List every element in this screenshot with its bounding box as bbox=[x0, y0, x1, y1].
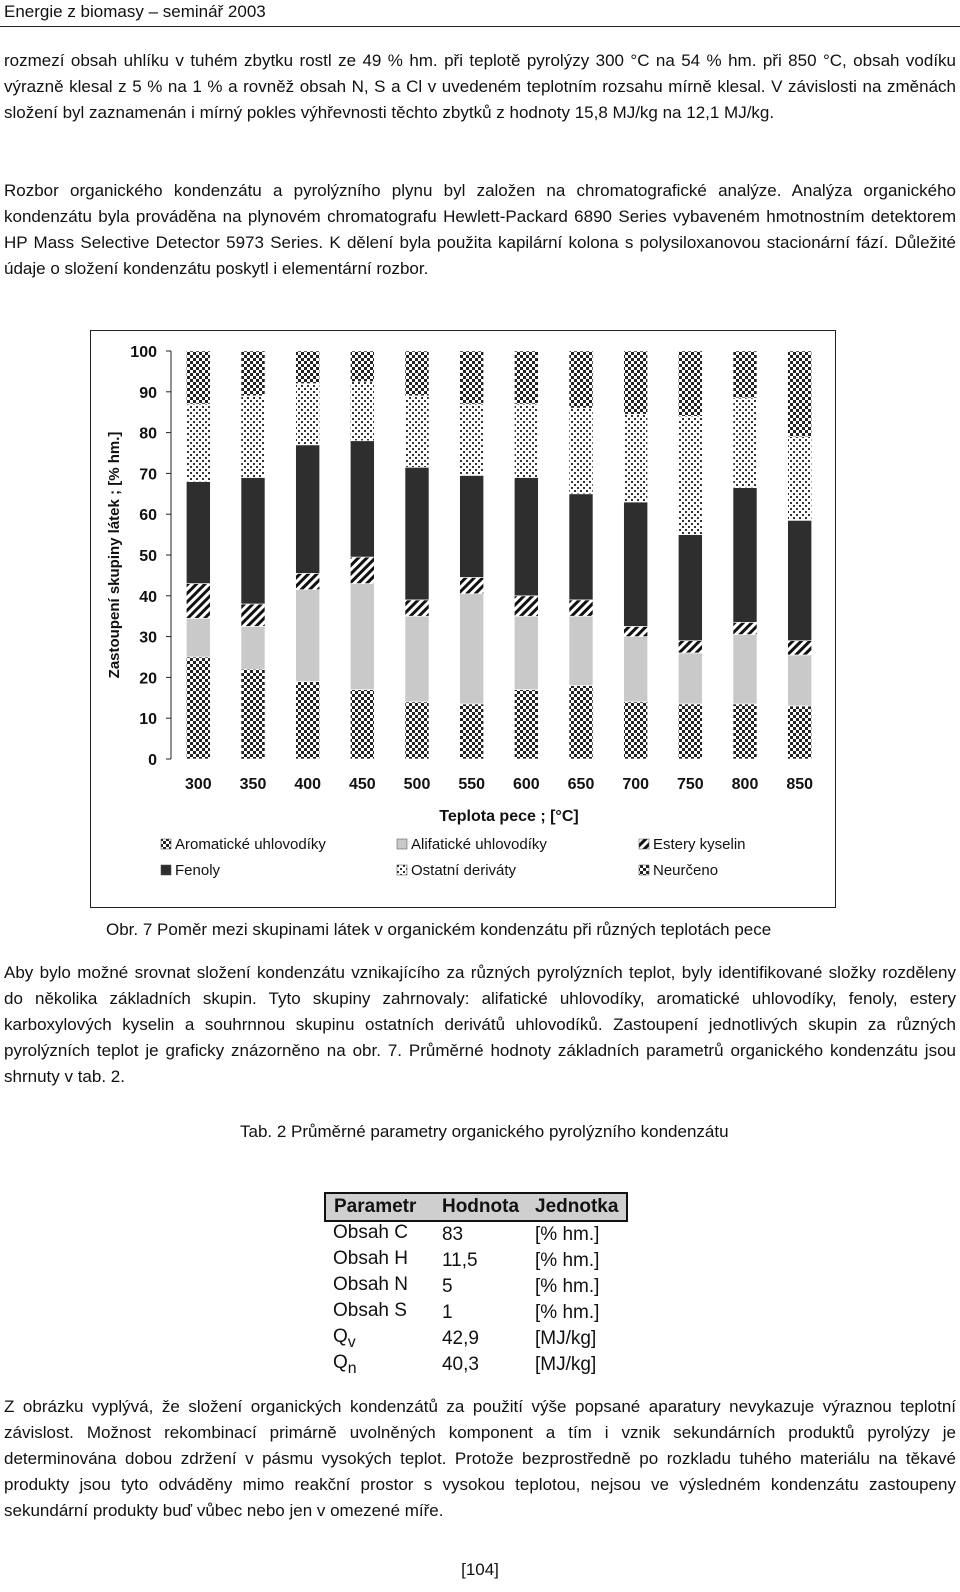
param-unit-cell: [MJ/kg] bbox=[535, 1328, 597, 1349]
bar-segment bbox=[460, 404, 484, 475]
bar-segment bbox=[296, 445, 320, 574]
param-unit-cell: [% hm.] bbox=[535, 1224, 600, 1245]
param-subscript: v bbox=[347, 1333, 356, 1351]
table-row bbox=[325, 1248, 627, 1274]
bar-segment bbox=[788, 437, 812, 521]
param-name: Q bbox=[333, 1352, 348, 1374]
bar-segment bbox=[405, 616, 429, 702]
bar-segment bbox=[678, 351, 702, 416]
bar-segment bbox=[350, 382, 374, 441]
bar-segment bbox=[186, 657, 210, 759]
bar-segment bbox=[678, 653, 702, 704]
table-header-cell: Parametr bbox=[325, 1193, 434, 1221]
bar-segment bbox=[514, 690, 538, 759]
table-header-cell: Hodnota bbox=[434, 1193, 527, 1221]
paragraph-4: Z obrázku vyplývá, že složení organických kondenzátů za použití výše popsané aparatury nevykazuje výraznou teplotní závislost. Možnost rekombinací primárně uvolněných komponent a tím i vznik sekundárních produktů pyrolýzy je determinována dobou zdržení v pásmu vysokých teplot. Protože bezprostředně po rozkladu tuhého materiálu na těkavé produkty jsou tyto odváděny mimo reakční prostor s vysokou teplotou, nejsou ve výsledném kondenzátu zastoupeny sekundární produkty buď vůbec nebo jen v omezené míře. bbox=[4, 1397, 956, 1520]
bar-segment bbox=[514, 616, 538, 689]
bar-segment bbox=[733, 622, 757, 634]
page-number: [104] bbox=[461, 1560, 499, 1579]
table-row bbox=[325, 1300, 627, 1326]
param-name-cell bbox=[325, 1352, 434, 1378]
bar-segment bbox=[405, 351, 429, 396]
x-tick-label: 500 bbox=[403, 776, 431, 793]
param-unit-cell: [% hm.] bbox=[535, 1250, 600, 1271]
bar-segment bbox=[624, 502, 648, 626]
x-tick-label: 450 bbox=[348, 776, 376, 793]
x-tick-label: 350 bbox=[239, 776, 267, 793]
bar-segment bbox=[241, 477, 265, 603]
legend-swatch bbox=[639, 865, 649, 875]
bar-segment bbox=[186, 351, 210, 404]
bar-segment bbox=[678, 704, 702, 759]
param-value-cell: 40,3 bbox=[441, 1354, 479, 1375]
bar-segment bbox=[514, 596, 538, 616]
bar-segment bbox=[788, 520, 812, 640]
bar-segment bbox=[569, 616, 593, 685]
chart-figure bbox=[90, 330, 836, 908]
bar-segment bbox=[350, 441, 374, 557]
x-tick-label: 750 bbox=[676, 776, 704, 793]
bar-segment bbox=[569, 686, 593, 759]
bar-segment bbox=[460, 577, 484, 593]
bar-segment bbox=[733, 398, 757, 488]
param-name-cell bbox=[325, 1248, 434, 1274]
table-row bbox=[325, 1326, 627, 1352]
y-tick-label: 10 bbox=[139, 711, 157, 729]
bar-segment bbox=[678, 641, 702, 653]
parameters-table bbox=[324, 1192, 628, 1378]
bar-segment bbox=[678, 416, 702, 534]
param-value-cell: 1 bbox=[441, 1302, 453, 1323]
bar-segment bbox=[241, 669, 265, 759]
bar-segment bbox=[460, 351, 484, 404]
param-unit-cell: [% hm.] bbox=[535, 1276, 600, 1297]
y-tick-label: 60 bbox=[139, 507, 157, 525]
bar-segment bbox=[733, 351, 757, 398]
param-name-cell bbox=[325, 1221, 434, 1248]
param-value-cell: 42,9 bbox=[441, 1328, 479, 1349]
y-tick-label: 30 bbox=[139, 629, 157, 647]
bar-segment bbox=[186, 584, 210, 619]
param-name: Obsah C bbox=[333, 1222, 408, 1244]
x-tick-label: 700 bbox=[622, 776, 650, 793]
bar-segment bbox=[733, 635, 757, 704]
param-name-cell bbox=[325, 1326, 434, 1352]
bar-segment bbox=[186, 618, 210, 657]
bar-segment bbox=[788, 655, 812, 706]
x-axis-title: Teplota pece ; [°C] bbox=[439, 808, 579, 825]
paragraph-3: Aby bylo možné srovnat složení kondenzátu vznikajícího za různých pyrolýzních teplot, byly identifikované složky rozděleny do několika základních skupin. Tyto skupiny zahrnovaly: alifatické uhlovodíky, aromatické uhlovodíky, fenoly, estery karboxylových kyselin a souhrnnou skupinu ostatních derivátů uhlovodíků. Zastoupení jednotlivých skupin za různých pyrolýzních teplot je graficky znázorněno na obr. 7. Průměrné hodnoty základních parametrů organického kondenzátu jsou shrnuty v tab. 2. bbox=[4, 963, 956, 1086]
paragraph-1: rozmezí obsah uhlíku v tuhém zbytku rostl ze 49 % hm. při teplotě pyrolýzy 300 °C na 54 % hm. při 850 °C, obsah vodíku výrazně klesal z 5 % na 1 % a rovněž obsah N, S a Cl v uvedeném teplotním rozsahu mírně klesal. V závislosti na změnách složení byl zaznamenán i mírný pokles výhřevnosti těchto zbytků z hodnoty 15,8 MJ/kg na 12,1 MJ/kg. bbox=[4, 51, 956, 122]
param-value-cell: 83 bbox=[441, 1224, 464, 1245]
y-tick-label: 100 bbox=[130, 344, 157, 361]
running-header: Energie z biomasy – seminář 2003 bbox=[4, 2, 266, 21]
bar-segment bbox=[569, 600, 593, 616]
x-tick-label: 800 bbox=[731, 776, 759, 793]
bar-segment bbox=[624, 637, 648, 702]
bar-segment bbox=[624, 626, 648, 636]
bar-segment bbox=[678, 535, 702, 641]
bar-segment bbox=[514, 404, 538, 477]
bar-segment bbox=[514, 351, 538, 404]
bar-segment bbox=[296, 681, 320, 759]
bar-segment bbox=[788, 641, 812, 655]
param-value-cell: 5 bbox=[441, 1276, 453, 1297]
param-name: Obsah S bbox=[333, 1300, 407, 1322]
param-unit-cell: [MJ/kg] bbox=[535, 1354, 597, 1375]
bar-segment bbox=[624, 702, 648, 759]
x-tick-label: 550 bbox=[458, 776, 486, 793]
table-row bbox=[325, 1221, 627, 1248]
bar-segment bbox=[405, 702, 429, 759]
param-unit-cell: [% hm.] bbox=[535, 1302, 600, 1323]
bar-segment bbox=[569, 408, 593, 494]
param-name: Obsah H bbox=[333, 1248, 408, 1270]
x-tick-label: 600 bbox=[512, 776, 540, 793]
bar-segment bbox=[186, 482, 210, 584]
table-caption: Tab. 2 Průměrné parametry organického pyrolýzního kondenzátu bbox=[240, 1122, 729, 1141]
bar-segment bbox=[733, 704, 757, 759]
legend-swatch bbox=[161, 839, 171, 849]
param-name-cell bbox=[325, 1274, 434, 1300]
bar-segment bbox=[514, 477, 538, 595]
bar-segment bbox=[405, 467, 429, 600]
bar-segment bbox=[296, 573, 320, 589]
y-tick-label: 90 bbox=[139, 384, 157, 402]
param-value-cell: 11,5 bbox=[441, 1250, 478, 1271]
legend-swatch bbox=[397, 839, 407, 849]
table-row bbox=[325, 1352, 627, 1378]
y-tick-label: 20 bbox=[139, 670, 157, 688]
x-tick-label: 300 bbox=[184, 776, 212, 793]
y-tick-label: 70 bbox=[139, 466, 157, 484]
legend-label: Neurčeno bbox=[653, 862, 719, 879]
legend-label: Alifatické uhlovodíky bbox=[411, 836, 547, 853]
bar-segment bbox=[788, 706, 812, 759]
bar-segment bbox=[241, 351, 265, 396]
legend-swatch bbox=[639, 839, 649, 849]
bar-segment bbox=[241, 626, 265, 669]
table-header-cell: Jednotka bbox=[527, 1193, 627, 1221]
y-tick-label: 0 bbox=[148, 752, 157, 769]
x-tick-label: 400 bbox=[294, 776, 322, 793]
legend-swatch bbox=[161, 865, 171, 875]
stacked-bar-chart bbox=[91, 331, 835, 907]
legend-label: Ostatní deriváty bbox=[411, 862, 517, 879]
bar-segment bbox=[405, 396, 429, 467]
bar-segment bbox=[241, 604, 265, 626]
bar-segment bbox=[350, 557, 374, 584]
bar-segment bbox=[241, 396, 265, 478]
bar-segment bbox=[460, 594, 484, 704]
table-header-row bbox=[325, 1193, 627, 1221]
bar-segment bbox=[569, 351, 593, 408]
legend-label: Fenoly bbox=[175, 862, 221, 879]
param-subscript: n bbox=[347, 1359, 357, 1377]
y-axis-title: Zastoupení skupiny látek ; [% hm.] bbox=[106, 431, 123, 679]
legend-label: Estery kyselin bbox=[653, 836, 746, 853]
bar-segment bbox=[733, 488, 757, 623]
y-tick-label: 80 bbox=[139, 425, 157, 443]
y-tick-label: 50 bbox=[139, 548, 157, 565]
table-row bbox=[325, 1274, 627, 1300]
y-tick-label: 40 bbox=[139, 588, 157, 606]
bar-segment bbox=[350, 584, 374, 690]
param-name: Obsah N bbox=[333, 1274, 408, 1296]
bar-segment bbox=[460, 475, 484, 577]
bar-segment bbox=[569, 494, 593, 600]
bar-segment bbox=[624, 414, 648, 502]
bar-segment bbox=[624, 351, 648, 414]
bar-segment bbox=[296, 351, 320, 384]
bar-segment bbox=[788, 351, 812, 437]
legend-label: Aromatické uhlovodíky bbox=[175, 836, 326, 853]
param-name: Q bbox=[333, 1326, 348, 1348]
paragraph-2: Rozbor organického kondenzátu a pyrolýzního plynu byl založen na chromatografické analýze. Analýza organického kondenzátu byla prováděna na plynovém chromatografu Hewlett-Packard 6890 Series vybaveném hmotnostním detektorem HP Mass Selective Detector 5973 Series. K dělení byla použita kapilární kolona s polysiloxanovou stacionární fází. Důležité údaje o složení kondenzátu poskytl i elementární rozbor. bbox=[4, 181, 956, 278]
figure-caption: Obr. 7 Poměr mezi skupinami látek v organickém kondenzátu při různých teplotách pece bbox=[106, 920, 772, 939]
bar-segment bbox=[186, 404, 210, 482]
bar-segment bbox=[350, 690, 374, 759]
header-rule bbox=[0, 26, 960, 27]
bar-segment bbox=[296, 384, 320, 445]
bar-segment bbox=[350, 351, 374, 382]
x-tick-label: 850 bbox=[786, 776, 814, 793]
bar-segment bbox=[460, 704, 484, 759]
x-tick-label: 650 bbox=[567, 776, 595, 793]
bar-segment bbox=[405, 600, 429, 616]
legend-swatch bbox=[397, 865, 407, 875]
bar-segment bbox=[296, 590, 320, 682]
param-name-cell bbox=[325, 1300, 434, 1326]
